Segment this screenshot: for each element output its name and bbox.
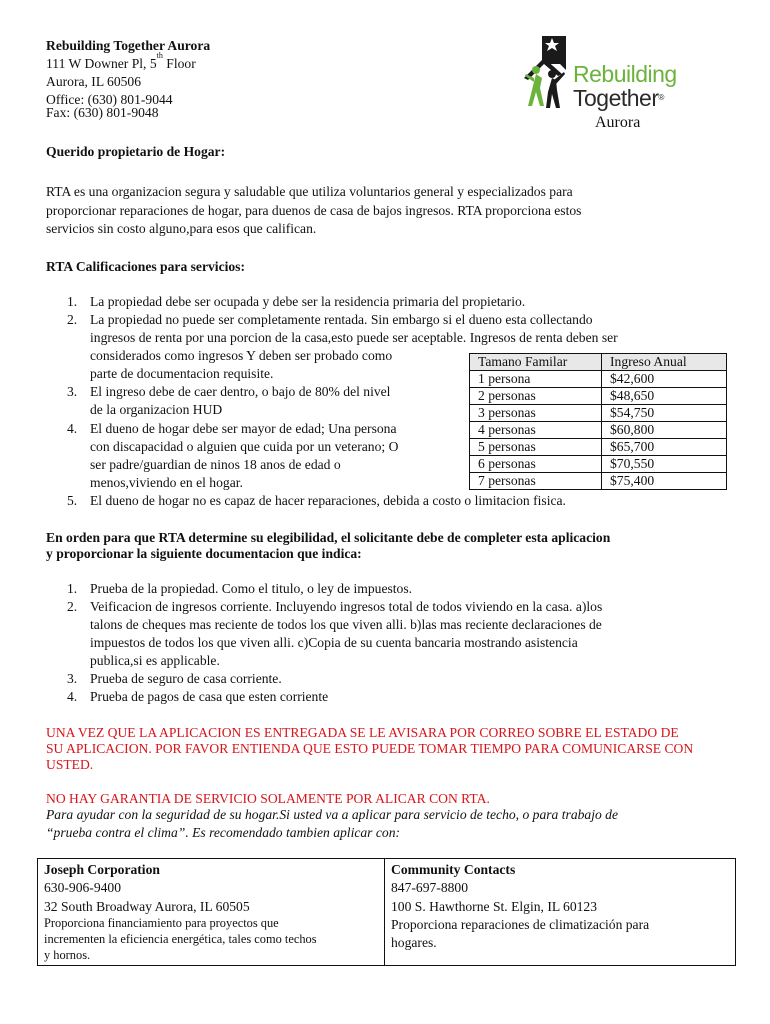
table-header-cell: Tamano Familar [470,354,602,371]
list-item: publica,si es applicable. [90,653,220,668]
list-item: con discapacidad o alguien que cuida por un veterano; O [90,439,399,454]
table-cell: 6 personas [470,456,602,473]
safety-note-line: Para ayudar con la seguridad de su hogar.Si usted va a aplicar para servicio de techo, o para trabajo de [46,807,619,822]
list-item: Prueba de pagos de casa que esten corriente [90,689,329,704]
contact-description: Proporciona reparaciones de climatización para [391,917,650,932]
org-name: Rebuilding Together Aurora [46,38,211,53]
table-cell: $60,800 [602,422,727,439]
table-header-row [470,354,727,371]
org-office-phone: Office: (630) 801-9044 [46,92,173,107]
table-cell: $70,550 [602,456,727,473]
list-item: El dueno de hogar no es capaz de hacer reparaciones, debida a costo o limitacion fisica. [90,493,566,508]
list-item: La propiedad debe ser ocupada y debe ser la residencia primaria del propietario. [90,294,526,309]
contact-name: Community Contacts [391,862,516,877]
greeting: Querido propietario de Hogar: [46,144,226,159]
list-item: talons de cheques mas reciente de todos los que viven alli. b)las mas reciente declaraciones de [90,617,602,632]
table-row [470,371,727,388]
contact-phone: 630-906-9400 [44,880,122,895]
notice-line: UNA VEZ QUE LA APLICACION ES ENTREGADA SE LE AVISARA POR CORREO SOBRE EL ESTADO DE [46,725,679,740]
intro-line: servicios sin costo alguno,para esos que califican. [46,221,317,236]
list-number: 4. [67,689,78,704]
table-row [470,422,727,439]
logo-aurora-text: Aurora [595,114,641,131]
list-number: 3. [67,384,78,399]
intro-line: RTA es una organizacion segura y saludable que utiliza voluntarios general y especializados para [46,184,573,199]
list-number: 3. [67,671,78,686]
list-item: Prueba de la propiedad. Como el titulo, o ley de impuestos. [90,581,413,596]
table-cell: 4 personas [470,422,602,439]
contact-description: y hornos. [44,948,91,962]
list-item: considerados como ingresos Y deben ser probado como [90,348,393,363]
list-item: impuestos de todos los que viven alli. c)Copia de su cuenta bancaria mostrando asistencia [90,635,578,650]
list-number: 5. [67,493,78,508]
contact-phone: 847-697-8800 [391,880,469,895]
contacts-box [37,858,736,966]
logo-together-text: Together® [573,85,664,111]
list-number: 1. [67,294,78,309]
list-number: 2. [67,599,78,614]
table-cell: 5 personas [470,439,602,456]
list-item: Veificacion de ingresos corriente. Incluyendo ingresos total de todos viviendo en la casa. a)los [90,599,603,614]
no-guarantee-notice: NO HAY GARANTIA DE SERVICIO SOLAMENTE POR ALICAR CON RTA. [46,791,490,806]
table-cell: 3 personas [470,405,602,422]
table-cell: $75,400 [602,473,727,490]
table-row [470,473,727,490]
org-fax: Fax: (630) 801-9048 [46,105,159,120]
contact-card-community [385,859,735,965]
contact-address: 100 S. Hawthorne St. Elgin, IL 60123 [391,899,598,914]
intro-line: proporcionar reparaciones de hogar, para duenos de casa de bajos ingresos. RTA proporciona estos [46,203,582,218]
logo-rebuilding-text: Rebuilding [573,61,677,87]
list-item: parte de documentacion requisite. [90,366,274,381]
org-address-line1: 111 W Downer Pl, 5th Floor [46,51,196,71]
list-item: El dueno de hogar debe ser mayor de edad; Una persona [90,421,397,436]
table-cell: $42,600 [602,371,727,388]
contact-name: Joseph Corporation [44,862,160,877]
contact-description: Proporciona financiamiento para proyectos que [44,916,279,930]
list-number: 4. [67,421,78,436]
table-row [470,405,727,422]
table-header-cell: Ingreso Anual [602,354,727,371]
income-table [469,353,727,490]
list-item: menos,viviendo en el hogar. [90,475,243,490]
safety-note-line: “prueba contra el clima”. Es recomendado tambien aplicar con: [46,825,401,840]
list-item: ser padre/guardian de ninos 18 anos de edad o [90,457,341,472]
qualifications-heading: RTA Calificaciones para servicios: [46,259,245,274]
contact-address: 32 South Broadway Aurora, IL 60505 [44,899,250,914]
notice-line: USTED. [46,757,94,772]
table-cell: 7 personas [470,473,602,490]
list-number: 2. [67,312,78,327]
eligibility-heading: En orden para que RTA determine su elegibilidad, el solicitante debe de completer esta aplicacion [46,530,611,545]
org-address-line2: Aurora, IL 60506 [46,74,142,89]
table-cell: 1 persona [470,371,602,388]
list-item: Prueba de seguro de casa corriente. [90,671,282,686]
list-number: 1. [67,581,78,596]
contact-card-joseph [38,859,385,965]
table-cell: $48,650 [602,388,727,405]
table-row [470,439,727,456]
list-item: de la organizacion HUD [90,402,223,417]
table-cell: $65,700 [602,439,727,456]
notice-line: SU APLICACION. POR FAVOR ENTIENDA QUE ESTO PUEDE TOMAR TIEMPO PARA COMUNICARSE CON [46,741,694,756]
contact-description: hogares. [391,935,437,950]
list-item: El ingreso debe de caer dentro, o bajo de 80% del nivel [90,384,391,399]
table-cell: 2 personas [470,388,602,405]
list-item: La propiedad no puede ser completamente rentada. Sin embargo si el dueno esta collectando [90,312,593,327]
list-item: ingresos de renta por una porcion de la casa,esto puede ser aceptable. Ingresos de renta deben ser [90,330,618,345]
rebuilding-together-logo [522,34,690,134]
table-cell: $54,750 [602,405,727,422]
contact-description: incrementen la eficiencia energética, tales como techos [44,932,317,946]
eligibility-heading: y proporcionar la siguiente documentacion que indica: [46,546,362,561]
table-row [470,456,727,473]
table-row [470,388,727,405]
